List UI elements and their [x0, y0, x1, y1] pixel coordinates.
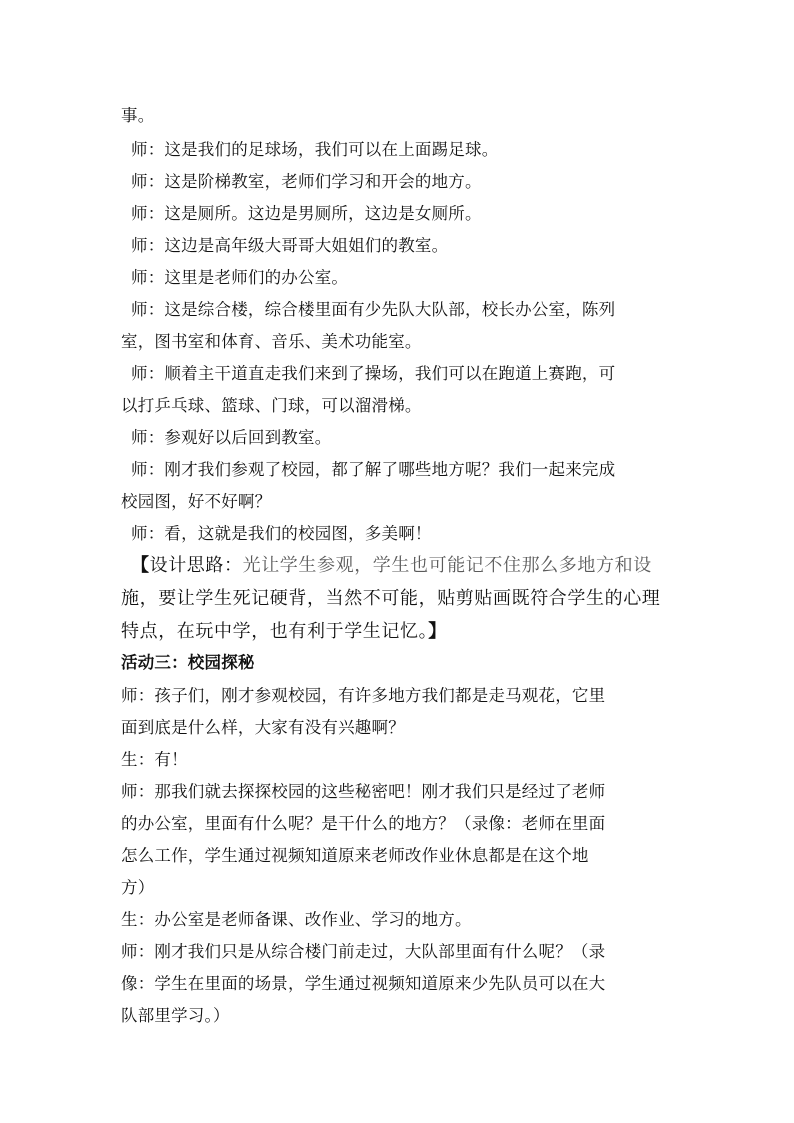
- text-line: 室，图书室和体育、音乐、美术功能室。: [121, 332, 422, 351]
- text-line: 师：看，这就是我们的校园图，多美啊！: [131, 524, 432, 543]
- text-line: 面到底是什么样，大家有没有兴趣啊？: [121, 718, 405, 737]
- text-line: 师：这是综合楼，综合楼里面有少先队大队部，校长办公室，陈列: [131, 300, 616, 319]
- text-line: 生：有！: [121, 750, 188, 769]
- text-line: 师：这是阶梯教室，老师们学习和开会的地方。: [131, 172, 482, 191]
- text-line: 师：这里是老师们的办公室。: [131, 268, 349, 287]
- design-note-label: 设计思路：: [149, 555, 243, 576]
- text-line: 怎么工作，学生通过视频知道原来老师改作业休息都是在这个地: [121, 846, 589, 865]
- design-note-line: 施，要让学生死记硬背，当然不可能，贴剪贴画既符合学生的心理: [121, 588, 661, 609]
- text-line: 师：这是我们的足球场，我们可以在上面踢足球。: [131, 140, 499, 159]
- text-line: 的办公室，里面有什么呢？是干什么的地方？（录像：老师在里面: [121, 814, 606, 833]
- text-line: 师：这是厕所。这边是男厕所，这边是女厕所。: [131, 204, 482, 223]
- text-line: 师：刚才我们只是从综合楼门前走过，大队部里面有什么呢？（录: [121, 942, 606, 961]
- text-line: 生：办公室是老师备课、改作业、学习的地方。: [121, 910, 472, 929]
- text-line: 师：参观好以后回到教室。: [131, 428, 332, 447]
- text-line: 师：顺着主干道直走我们来到了操场，我们可以在跑道上赛跑，可: [131, 364, 616, 383]
- design-note-text: 特点，在玩中学，也有利于学生记忆。: [121, 621, 429, 642]
- design-note-line: [121, 621, 447, 643]
- text-line: 师：刚才我们参观了校园，都了解了哪些地方呢？我们一起来完成: [131, 460, 616, 479]
- text-line: 像：学生在里面的场景，学生通过视频知道原来少先队员可以在大: [121, 974, 606, 993]
- section-title: 活动三：校园探秘: [121, 653, 255, 672]
- text-line: 方）: [121, 878, 155, 897]
- text-line: 队部里学习。）: [121, 1006, 230, 1025]
- text-line: 校园图，好不好啊？: [121, 492, 272, 511]
- bracket-open: 【: [131, 555, 150, 576]
- text-line: 师：那我们就去探探校园的这些秘密吧！刚才我们只是经过了老师: [121, 782, 606, 801]
- design-note-text: 光让学生参观，学生也可能记不住那么多地方和设: [242, 555, 652, 576]
- design-note-line: [131, 555, 652, 577]
- text-line: 事。: [121, 106, 155, 125]
- bracket-close: 】: [428, 621, 447, 642]
- text-line: 以打乒乓球、篮球、门球，可以溜滑梯。: [121, 396, 422, 415]
- text-line: 师：这边是高年级大哥哥大姐姐们的教室。: [131, 236, 449, 255]
- text-line: 师：孩子们，刚才参观校园，有许多地方我们都是走马观花，它里: [121, 686, 606, 705]
